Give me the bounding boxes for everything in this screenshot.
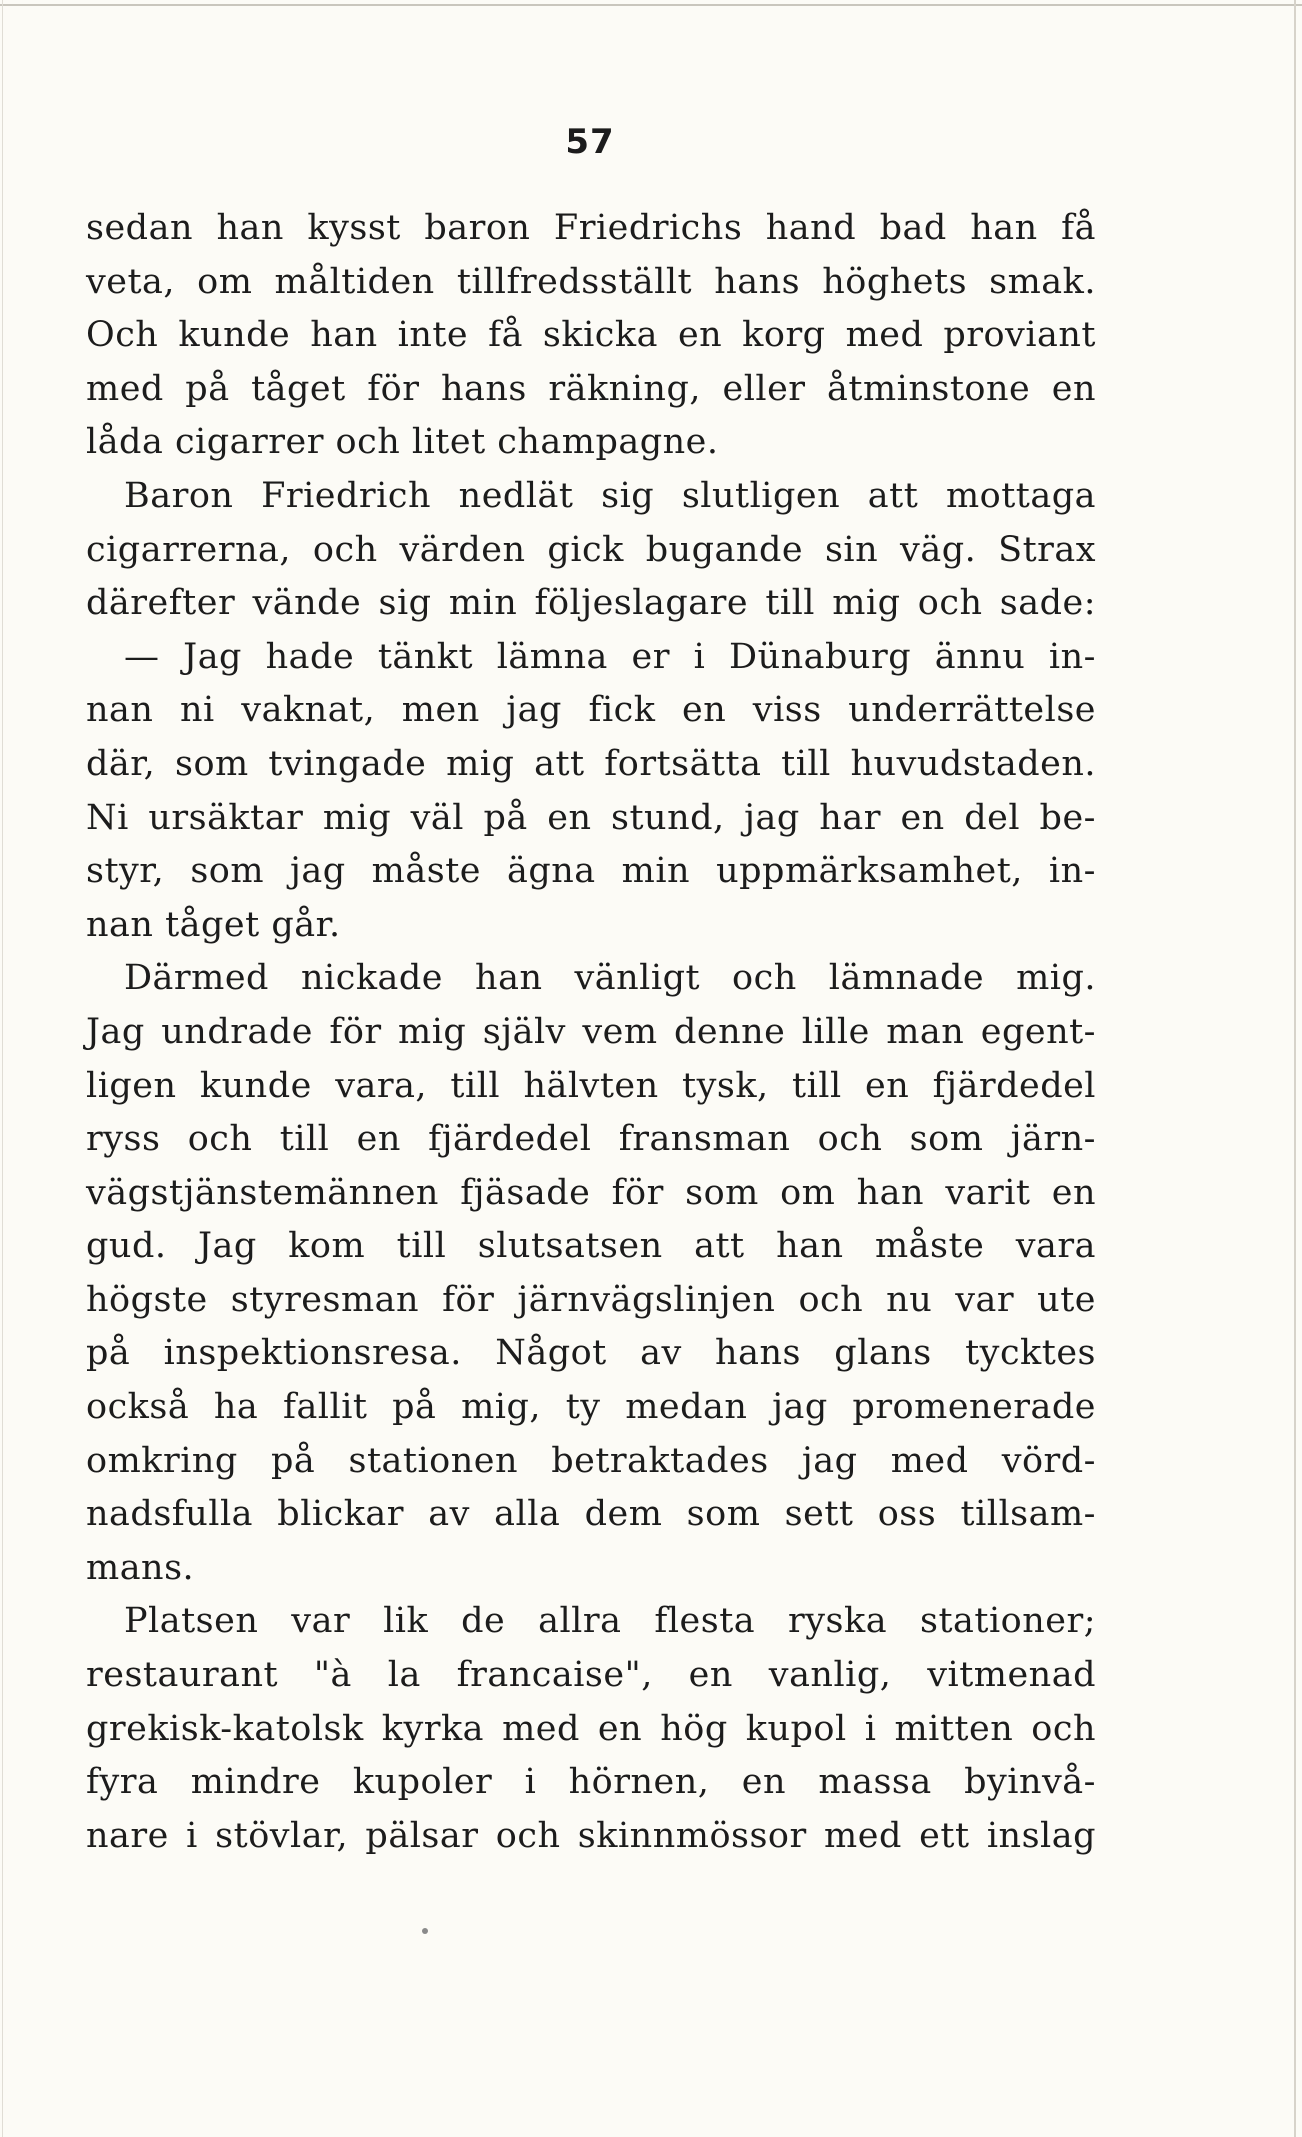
text-line: Baron Friedrich nedlät sig slutligen att mottaga	[124, 475, 1096, 516]
text-line: ryss och till en fjärdedel fransman och som järn-	[86, 1119, 1096, 1160]
text-line: nan tåget går.	[86, 904, 341, 945]
text-line: — Jag hade tänkt lämna er i Dünaburg ännu in-	[124, 636, 1096, 677]
text-line: högste styresman för järnvägslinjen och nu var ute	[86, 1279, 1096, 1320]
text-line: cigarrerna, och värden gick bugande sin väg. Strax	[86, 529, 1096, 570]
print-speck	[422, 1928, 428, 1934]
text-line: därefter vände sig min följeslagare till mig och sade:	[86, 583, 1096, 624]
text-line: Jag undrade för mig själv vem denne lille man egent-	[86, 1011, 1096, 1052]
text-line: omkring på stationen betraktades jag med vörd-	[86, 1440, 1096, 1481]
text-line: låda cigarrer och litet champagne.	[86, 422, 719, 463]
text-line: styr, som jag måste ägna min uppmärksamhet, in-	[86, 851, 1096, 892]
text-line: nare i stövlar, pälsar och skinnmössor med ett inslag	[86, 1815, 1096, 1856]
text-line: där, som tvingade mig att fortsätta till huvudstaden.	[86, 743, 1096, 784]
text-line: Därmed nickade han vänligt och lämnade mig.	[124, 958, 1096, 999]
text-line: gud. Jag kom till slutsatsen att han måste vara	[86, 1226, 1096, 1267]
text-line: grekisk-katolsk kyrka med en hög kupol i mitten och	[86, 1708, 1096, 1749]
text-line: veta, om måltiden tillfredsställt hans höghets smak.	[86, 261, 1096, 302]
body-text	[86, 202, 1096, 1863]
scan-edge-left	[2, 0, 3, 2137]
text-line: mans.	[86, 1547, 195, 1588]
text-line: nan ni vaknat, men jag fick en viss underrättelse	[86, 690, 1096, 731]
text-line: ligen kunde vara, till hälvten tysk, till en fjärdedel	[86, 1065, 1096, 1106]
text-line: Och kunde han inte få skicka en korg med proviant	[86, 315, 1096, 356]
text-line: på inspektionsresa. Något av hans glans tycktes	[86, 1333, 1096, 1374]
page-number: 57	[565, 122, 615, 162]
scan-edge-right	[1294, 0, 1296, 2137]
text-line: restaurant "à la francaise", en vanlig, vitmenad	[86, 1655, 1096, 1696]
text-line: sedan han kysst baron Friedrichs hand bad han få	[86, 208, 1096, 248]
text-line: fyra mindre kupoler i hörnen, en massa byinvå-	[86, 1762, 1096, 1803]
text-line: Ni ursäktar mig väl på en stund, jag har en del be-	[86, 797, 1096, 838]
scan-edge-top	[0, 4, 1302, 6]
text-line: Platsen var lik de allra flesta ryska stationer;	[124, 1601, 1096, 1642]
text-line: nadsfulla blickar av alla dem som sett oss tillsam-	[86, 1494, 1096, 1535]
text-line: vägstjänstemännen fjäsade för som om han varit en	[86, 1172, 1096, 1213]
text-line: med på tåget för hans räkning, eller åtminstone en	[86, 368, 1096, 409]
text-line: också ha fallit på mig, ty medan jag promenerade	[86, 1387, 1096, 1428]
